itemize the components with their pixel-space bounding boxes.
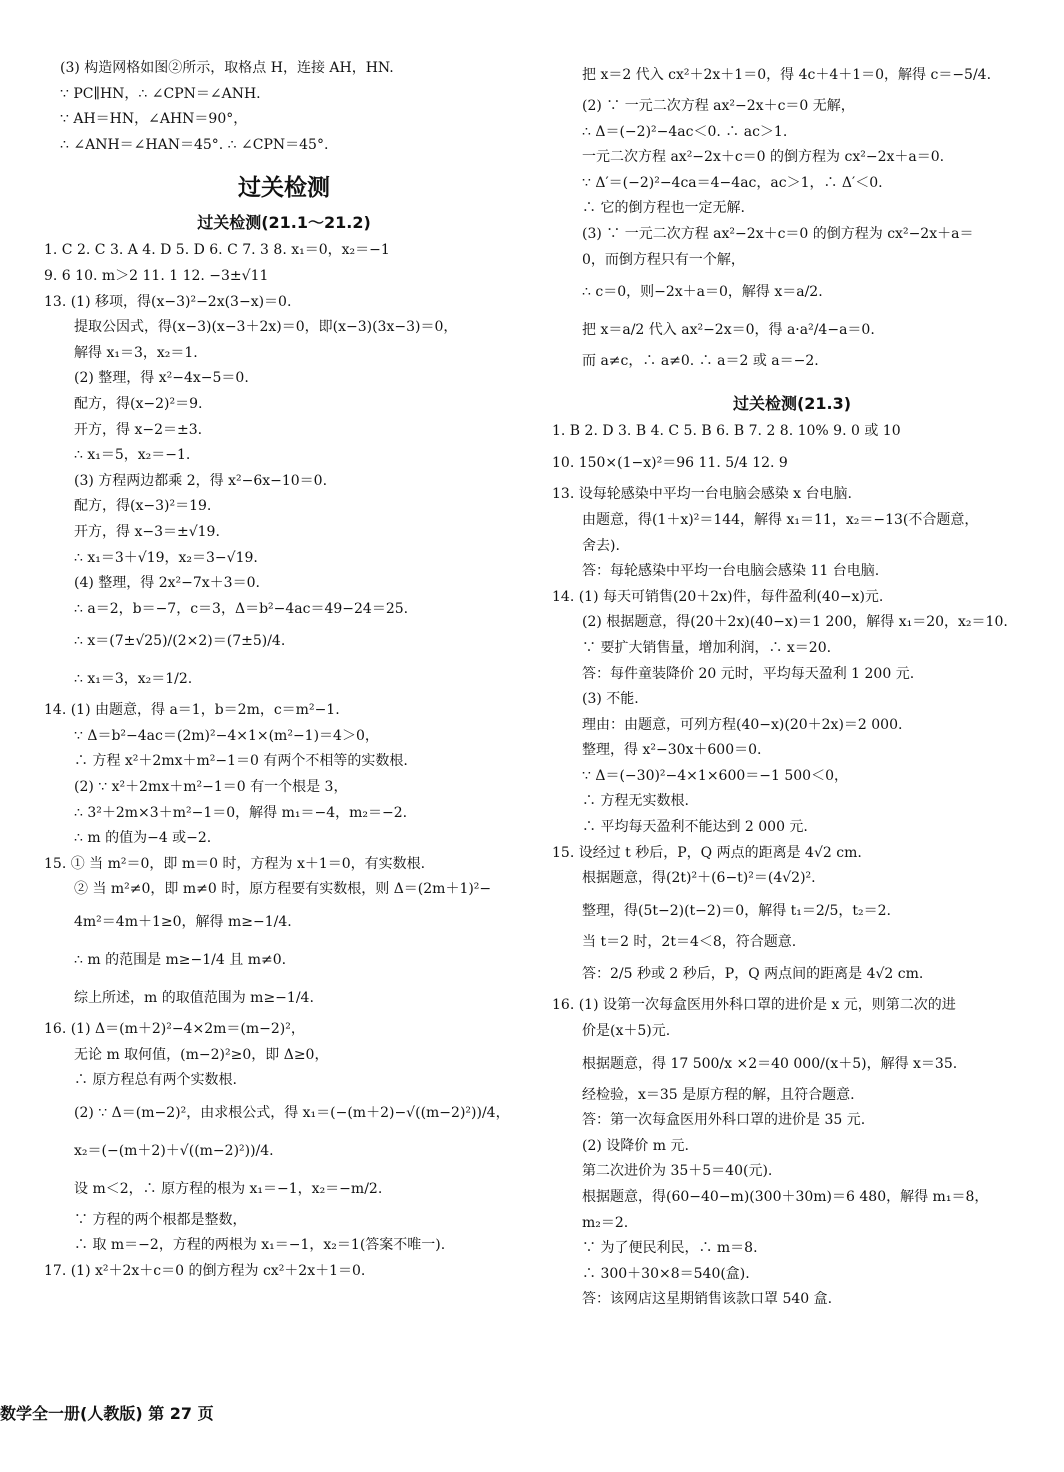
text-line: ∴ x₁＝5，x₂＝−1.	[74, 447, 191, 464]
text-line: 配方，得(x−3)²＝19.	[74, 498, 212, 515]
text-line: ∴ x₁＝3＋√19，x₂＝3−√19.	[74, 549, 258, 566]
text-line: ∴ ∠ANH＝∠HAN＝45°. ∴ ∠CPN＝45°.	[60, 136, 329, 153]
left-column	[44, 56, 524, 1285]
text-line: 15. 设经过 t 秒后，P，Q 两点的距离是 4√2 cm.	[552, 844, 862, 861]
text-line: (2) ∵ 一元二次方程 ax²−2x＋c＝0 无解，	[582, 98, 855, 114]
text-line: 整理，得(5t−2)(t−2)＝0，解得 t₁＝2/5，t₂＝2.	[582, 902, 892, 919]
text-line: 答：每轮感染中平均一台电脑会感染 11 台电脑.	[582, 563, 880, 580]
text-line: 14. (1) 每天可销售(20＋2x)件，每件盈利(40−x)元.	[552, 588, 884, 605]
text-line: 17. (1) x²＋2x＋c＝0 的倒方程为 cx²＋2x＋1＝0.	[44, 1263, 366, 1279]
text-line: ∴ 平均每天盈利不能达到 2 000 元.	[582, 819, 808, 836]
text-line: ∵ PC∥HN，∴ ∠CPN＝∠ANH.	[60, 85, 261, 102]
text-line: ∴ Δ＝(−2)²−4ac＜0. ∴ ac＞1.	[582, 123, 788, 140]
text-line: 9. 6 10. m＞2 11. 1 12. −3±√11	[44, 267, 269, 284]
text-line: (3) 方程两边都乘 2，得 x²−6x−10＝0.	[74, 472, 328, 489]
text-line: 14. (1) 由题意，得 a＝1，b＝2m，c＝m²−1.	[44, 702, 340, 719]
text-line: 根据题意，得(60−40−m)(300＋30m)＝6 480，解得 m₁＝8，	[582, 1189, 989, 1205]
text-line: 而 a≠c，∴ a≠0. ∴ a＝2 或 a＝−2.	[582, 353, 819, 370]
text-line: m₂＝2.	[582, 1214, 629, 1231]
text-line: 经检验，x＝35 是原方程的解，且符合题意.	[582, 1086, 855, 1103]
text-line: 当 t＝2 时，2t＝4＜8，符合题意.	[582, 933, 797, 950]
text-line: (2) 整理，得 x²−4x−5＝0.	[74, 370, 249, 387]
text-line: ∴ x＝(7±√25)/(2×2)＝(7±5)/4.	[74, 633, 286, 650]
text-line: ∴ 方程无实数根.	[582, 793, 689, 810]
text-line: 综上所述，m 的取值范围为 m≥−1/4.	[74, 990, 314, 1007]
text-line: ∴ 它的倒方程也一定无解.	[582, 200, 745, 217]
text-line: 答：第一次每盒医用外科口罩的进价是 35 元.	[582, 1112, 866, 1129]
text-line: 无论 m 取何值，(m−2)²≥0，即 Δ≥0，	[74, 1046, 329, 1063]
text-line: 0，而倒方程只有一个解，	[582, 251, 745, 268]
text-line: 1. C 2. C 3. A 4. D 5. D 6. C 7. 3 8. x₁＝0，x₂＝−1	[44, 242, 390, 259]
text-line: (3) 不能.	[582, 691, 639, 708]
text-line: 一元二次方程 ax²−2x＋c＝0 的倒方程为 cx²−2x＋a＝0.	[582, 149, 945, 166]
right-column	[552, 56, 1032, 1313]
text-line: ∴ 300＋30×8＝540(盒).	[582, 1265, 750, 1282]
text-line: 开方，得 x−3＝±√19.	[74, 523, 220, 540]
text-line: 由题意，得(1＋x)²＝144，解得 x₁＝11，x₂＝−13(不合题意，	[582, 511, 979, 528]
text-line: 舍去).	[582, 537, 620, 554]
text-line: (2) 根据题意，得(20＋2x)(40−x)＝1 200，解得 x₁＝20，x₂＝10.	[582, 614, 1008, 631]
text-line: 1. B 2. D 3. B 4. C 5. B 6. B 7. 2 8. 10% 9. 0 或 10	[552, 422, 901, 439]
text-line: 提取公因式，得(x−3)(x−3＋2x)＝0，即(x−3)(3x−3)＝0，	[74, 319, 458, 336]
text-line: 把 x＝2 代入 cx²＋2x＋1＝0，得 4c＋4＋1＝0，解得 c＝−5/4.	[582, 67, 992, 83]
text-line: 16. (1) 设第一次每盒医用外科口罩的进价是 x 元，则第二次的进	[552, 997, 956, 1014]
text-line: 根据题意，得(2t)²＋(6−t)²＝(4√2)².	[582, 870, 816, 887]
text-line: ∴ m 的值为−4 或−2.	[74, 830, 212, 847]
text-line: 15. ① 当 m²＝0，即 m＝0 时，方程为 x＋1＝0，有实数根.	[44, 855, 426, 872]
text-line: 价是(x＋5)元.	[582, 1023, 671, 1040]
section-title: 过关检测(21.3)	[732, 393, 852, 413]
text-line: (4) 整理，得 2x²−7x＋3＝0.	[74, 575, 260, 592]
text-line: 13. 设每轮感染中平均一台电脑会感染 x 台电脑.	[552, 486, 852, 503]
text-line: 解得 x₁＝3，x₂＝1.	[74, 344, 198, 361]
text-line: 把 x＝a/2 代入 ax²−2x＝0，得 a·a²/4−a＝0.	[582, 322, 875, 339]
text-line: ∵ Δ＝b²−4ac＝(2m)²−4×1×(m²−1)＝4＞0，	[74, 727, 379, 744]
text-line: (2) ∵ x²＋2mx＋m²−1＝0 有一个根是 3，	[74, 779, 348, 796]
text-line: 16. (1) Δ＝(m＋2)²−4×2m＝(m−2)²，	[44, 1021, 305, 1038]
text-line: ∴ m 的范围是 m≥−1/4 且 m≠0.	[74, 952, 287, 969]
text-line: x₂＝(−(m＋2)＋√((m−2)²))/4.	[74, 1142, 274, 1159]
text-line: 设 m＜2，∴ 原方程的根为 x₁＝−1，x₂＝−m/2.	[74, 1180, 383, 1197]
page-footer: 数学全一册(人教版) 第 27 页	[0, 1404, 214, 1423]
text-line: ∴ 取 m＝−2，方程的两根为 x₁＝−1，x₂＝1(答案不唯一).	[74, 1237, 446, 1254]
text-line: (2) ∵ Δ＝(m−2)²，由求根公式，得 x₁＝(−(m＋2)−√((m−2)²))/4，	[74, 1104, 510, 1121]
text-line: ∴ 3²＋2m×3＋m²−1＝0，解得 m₁＝−4，m₂＝−2.	[74, 804, 408, 821]
text-line: ∴ a＝2，b＝−7，c＝3，Δ＝b²−4ac＝49−24＝25.	[74, 600, 409, 617]
text-line: ∴ 原方程总有两个实数根.	[74, 1072, 237, 1089]
text-line: 答：每件童装降价 20 元时，平均每天盈利 1 200 元.	[582, 665, 915, 682]
text-line: (3) 构造网格如图②所示，取格点 H，连接 AH，HN.	[60, 60, 394, 76]
section-title: 过关检测	[238, 175, 330, 202]
text-line: ∵ Δ′＝(−2)²−4ca＝4−4ac，ac＞1，∴ Δ′＜0.	[582, 174, 883, 191]
text-line: (2) 设降价 m 元.	[582, 1137, 689, 1154]
text-line: 整理，得 x²−30x＋600＝0.	[582, 742, 762, 759]
text-line: 13. (1) 移项，得(x−3)²−2x(3−x)＝0.	[44, 293, 292, 310]
text-line: ∵ AH＝HN，∠AHN＝90°，	[60, 111, 248, 128]
text-line: ∵ 要扩大销售量，增加利润，∴ x＝20.	[582, 639, 832, 656]
text-line: ∵ 为了便民利民，∴ m＝8.	[582, 1240, 758, 1257]
section-title: 过关检测(21.1～21.2)	[197, 213, 371, 233]
text-line: 4m²＝4m＋1≥0，解得 m≥−1/4.	[74, 914, 292, 931]
text-line: 10. 150×(1−x)²＝96 11. 5/4 12. 9	[552, 455, 788, 472]
text-line: 开方，得 x−2＝±3.	[74, 421, 203, 438]
text-line: 根据题意，得 17 500/x ×2＝40 000/(x＋5)，解得 x＝35.	[582, 1055, 958, 1072]
text-line: 理由：由题意，可列方程(40−x)(20＋2x)＝2 000.	[582, 716, 903, 733]
text-line: 答：2/5 秒或 2 秒后，P，Q 两点间的距离是 4√2 cm.	[582, 966, 924, 983]
text-line: ∴ 方程 x²＋2mx＋m²−1＝0 有两个不相等的实数根.	[74, 753, 408, 770]
text-line: 答：该网店这星期销售该款口罩 540 盒.	[582, 1291, 833, 1308]
text-line: ∴ c＝0，则−2x＋a＝0，解得 x＝a/2.	[582, 284, 823, 301]
text-line: 配方，得(x−2)²＝9.	[74, 395, 203, 412]
text-line: 第二次进价为 35＋5＝40(元).	[582, 1163, 773, 1180]
text-line: ② 当 m²≠0，即 m≠0 时，原方程要有实数根，则 Δ＝(2m＋1)²−	[74, 881, 492, 898]
text-line: (3) ∵ 一元二次方程 ax²−2x＋c＝0 的倒方程为 cx²−2x＋a＝	[582, 225, 974, 242]
text-line: ∵ Δ＝(−30)²−4×1×600＝−1 500＜0，	[582, 767, 848, 784]
spacer	[552, 375, 1032, 389]
text-line: ∴ x₁＝3，x₂＝1/2.	[74, 671, 193, 688]
text-line: ∵ 方程的两个根都是整数，	[74, 1211, 247, 1228]
